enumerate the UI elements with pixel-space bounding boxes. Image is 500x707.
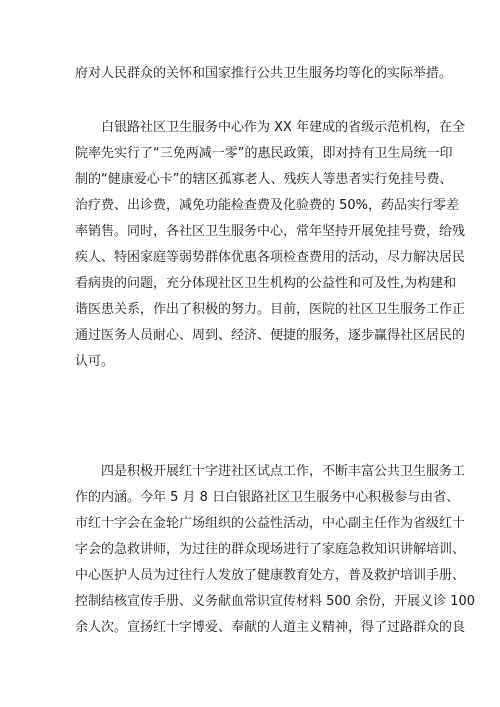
paragraph-line: 府对人民群众的关怀和国家推行公共卫生服务均等化的实际举措。 (75, 66, 453, 81)
paragraph-line: 制的“健康爱心卡”的辖区孤寡老人、残疾人等患者实行免挂号费、 (75, 172, 453, 187)
paragraph-line: 认可。 (75, 354, 115, 369)
paragraph-line: 治疗费、出诊费，减免功能检查费及化验费的 50%，药品实行零差 (75, 198, 460, 213)
paragraph-line: 余人次。宣扬红十字博爱、奉献的人道主义精神，得了过路群众的良 (75, 620, 466, 635)
paragraph-line: 作的内涵。今年 5 月 8 日白银路社区卫生服务中心积极参与由省、 (75, 490, 460, 505)
paragraph-line: 控制结核宣传手册、义务献血常识宣传材料 500 余份，开展义诊 100 (75, 594, 476, 609)
paragraph-line: 疾人、特困家庭等弱势群体优惠各项检查费用的活动，尽力解决居民 (75, 250, 466, 265)
paragraph-line: 院率先实行了“三免两减一零”的惠民政策，即对持有卫生局统一印 (75, 146, 453, 161)
paragraph-line: 白银路社区卫生服务中心作为 XX 年建成的省级示范机构，在全 (101, 120, 466, 135)
paragraph-line: 中心医护人员为过往行人发放了健康教育处方，普及救护培训手册、 (75, 568, 466, 583)
paragraph-line: 市红十字会在金轮广场组织的公益性活动，中心副主任作为省级红十 (75, 516, 466, 531)
paragraph-line: 通过医务人员耐心、周到、经济、便捷的服务，逐步赢得社区居民的 (75, 328, 466, 343)
paragraph-line: 看病贵的问题，充分体现社区卫生机构的公益性和可及性,为构建和 (75, 276, 457, 291)
paragraph-line: 四是积极开展红十字进社区试点工作，不断丰富公共卫生服务工 (101, 464, 466, 479)
paragraph-line: 字会的急救讲师，为过往的群众现场进行了家庭急救知识讲解培训、 (75, 542, 466, 557)
paragraph-line: 率销售。同时，各社区卫生服务中心，常年坚持开展免挂号费，给残 (75, 224, 466, 239)
paragraph-line: 谐医患关系，作出了积极的努力。目前，医院的社区卫生服务工作正 (75, 302, 466, 317)
